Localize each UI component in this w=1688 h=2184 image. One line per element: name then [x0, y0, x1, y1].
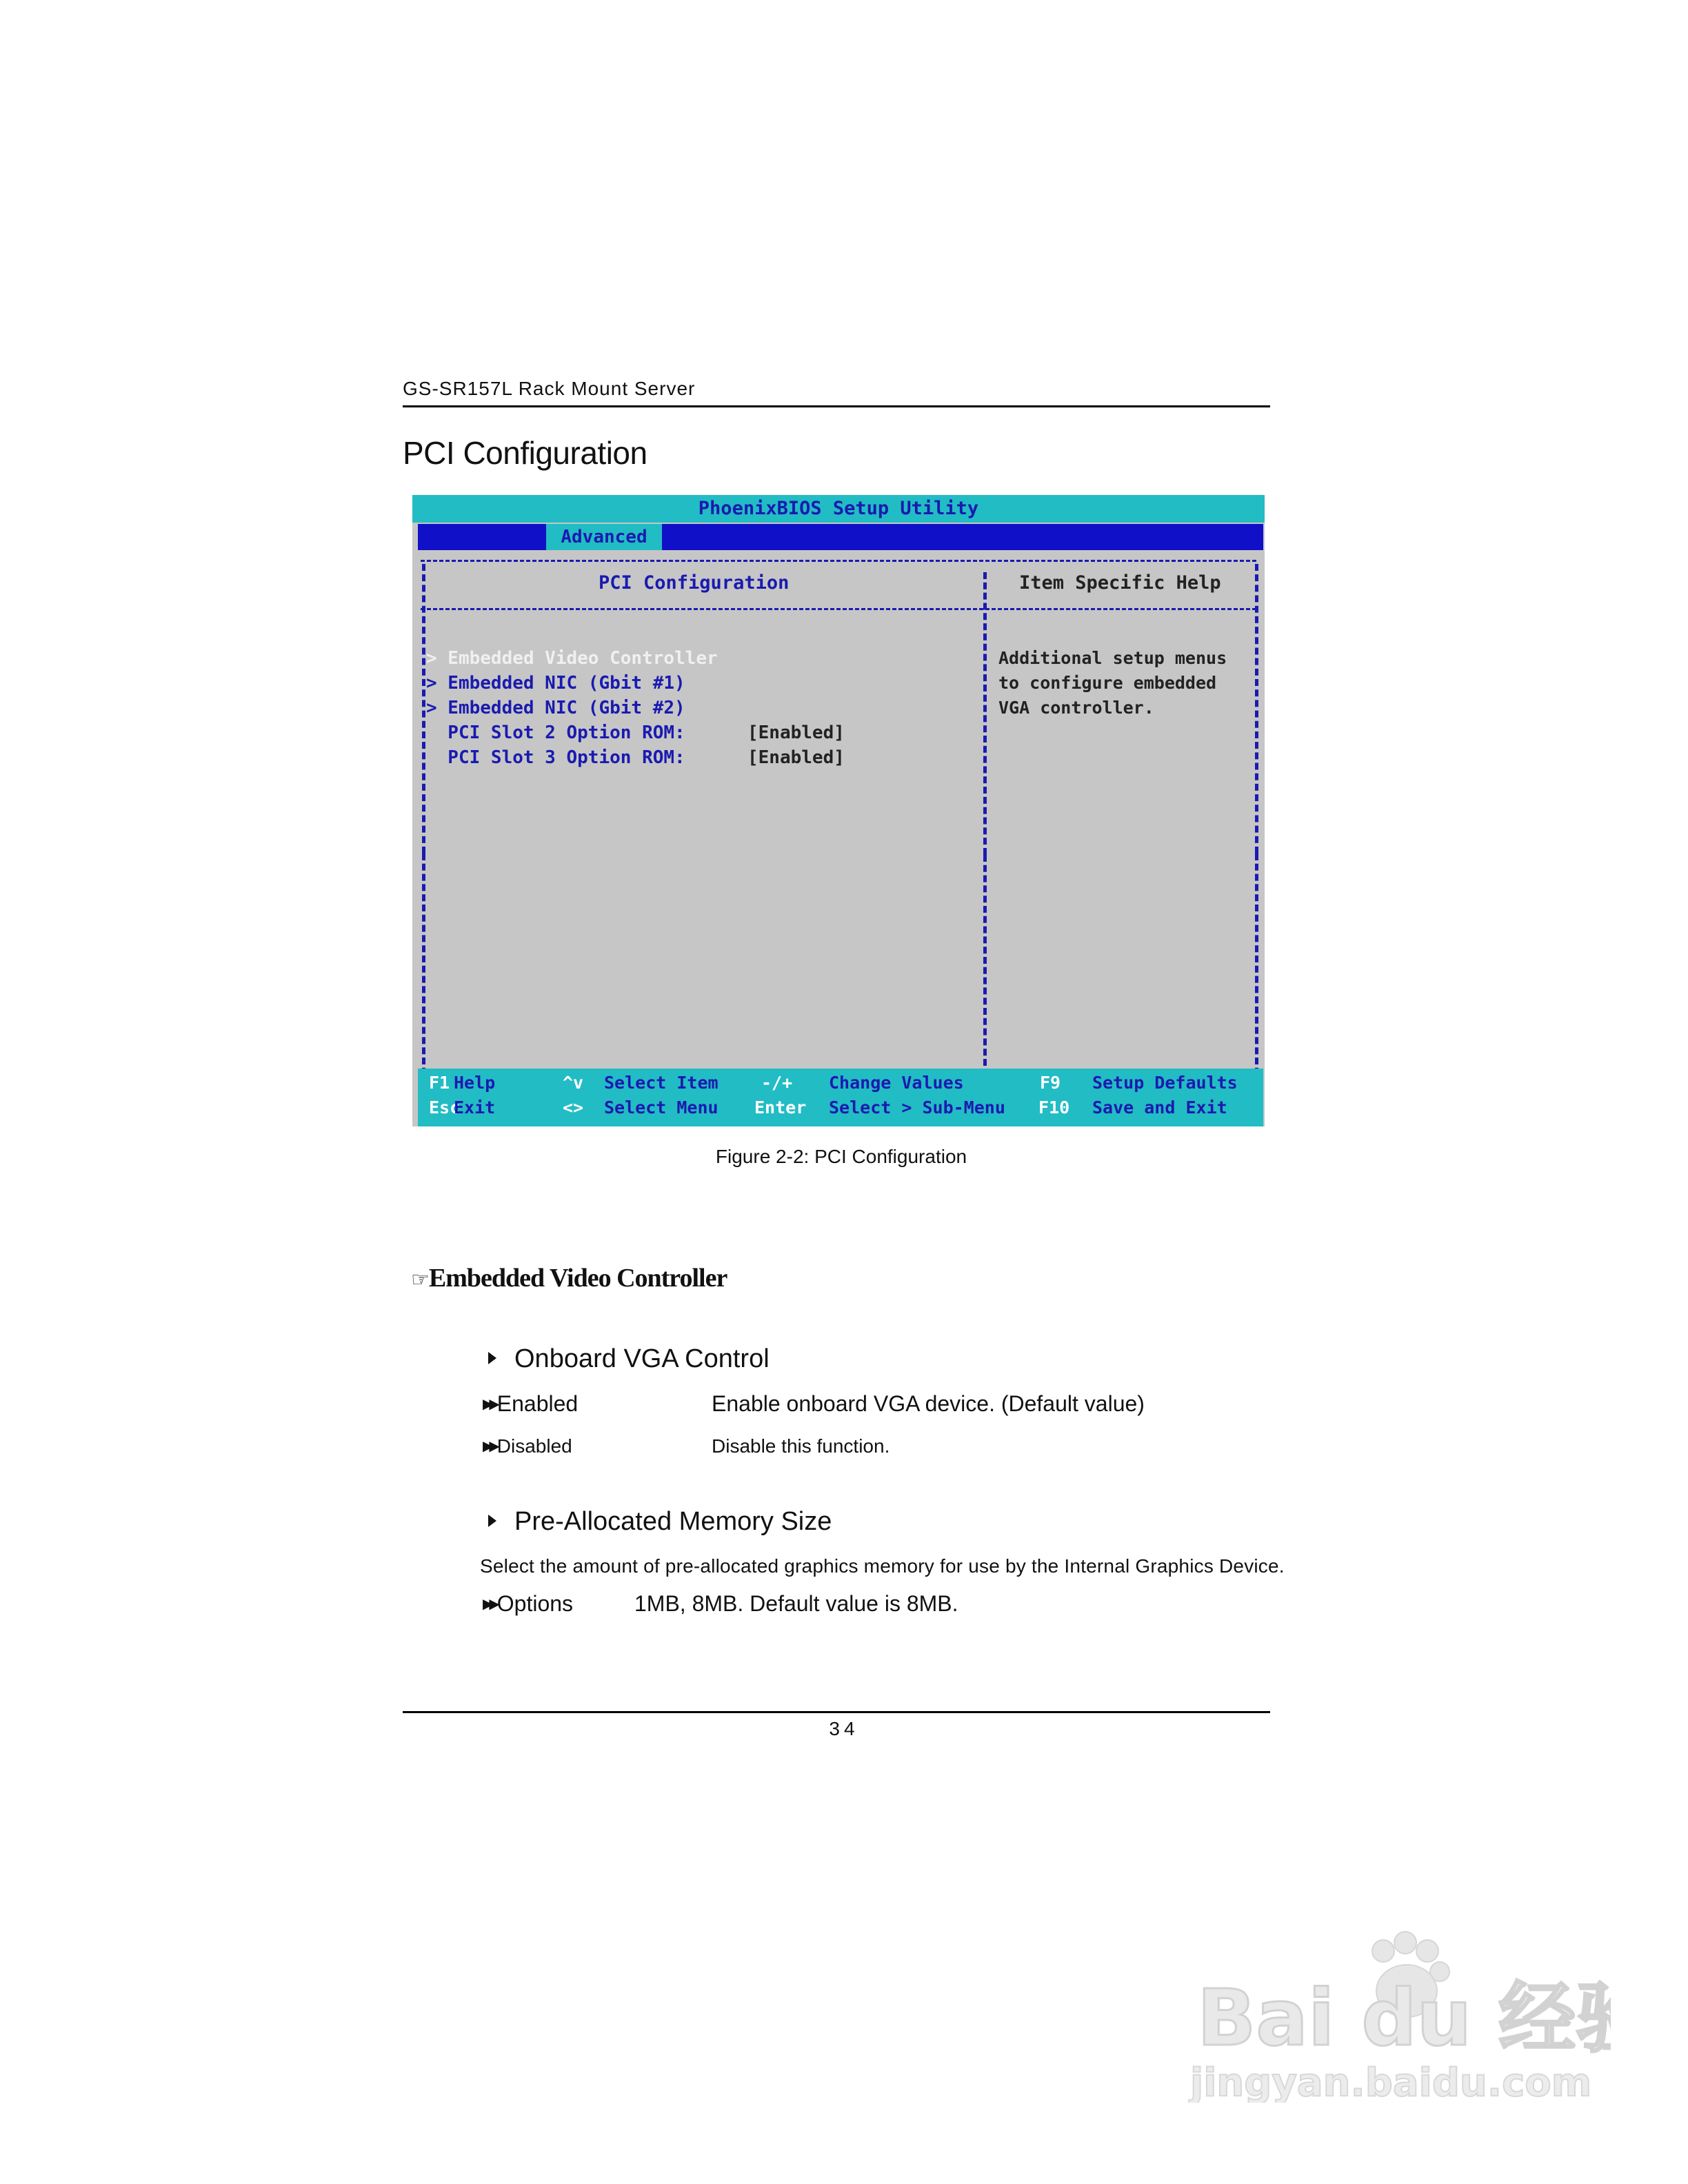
bios-item-embedded-video[interactable]: > Embedded Video Controller [426, 648, 718, 669]
bios-help-line: to configure embedded [998, 673, 1217, 693]
key-f1: F1 [429, 1073, 450, 1093]
section-title: PCI Configuration [403, 435, 647, 471]
page-number: 34 [829, 1718, 859, 1739]
double-arrow-icon: ▶▶ [483, 1439, 496, 1455]
bios-help-line: VGA controller. [998, 698, 1154, 718]
tab-advanced[interactable]: Advanced [546, 524, 662, 550]
bios-menu-bar [418, 524, 1263, 550]
bios-right-border [1255, 564, 1258, 853]
key-desc: Setup Defaults [1092, 1073, 1238, 1093]
bios-top-border [421, 560, 1256, 562]
option-enabled-desc: Enable onboard VGA device. (Default value) [712, 1391, 1145, 1416]
key-f9: F9 [1040, 1073, 1061, 1093]
mem-heading-text: Pre-Allocated Memory Size [514, 1507, 832, 1536]
watermark-url-text: jingyan.baidu.com [1190, 2061, 1592, 2103]
double-arrow-icon: ▶▶ [483, 1397, 496, 1413]
bios-value-pci-slot-3[interactable]: [Enabled] [747, 747, 845, 768]
bios-title-bar: PhoenixBIOS Setup Utility [412, 495, 1265, 523]
bios-screenshot [412, 495, 1265, 1126]
key-esc: Esc [429, 1098, 461, 1118]
option-label: Enabled [496, 1391, 579, 1416]
mem-heading [488, 1507, 832, 1537]
pointing-hand-icon: ☞ [411, 1268, 429, 1292]
footer-rule [403, 1711, 1270, 1713]
option-disabled-desc: Disable this function. [712, 1435, 890, 1457]
key-desc: Select > Sub-Menu [829, 1098, 1005, 1118]
key-desc: Exit [454, 1098, 496, 1118]
running-header: GS-SR157L Rack Mount Server [403, 378, 696, 399]
option-label: Options [496, 1591, 574, 1616]
bios-item-pci-slot-3[interactable]: PCI Slot 3 Option ROM: [426, 747, 685, 768]
bios-value-pci-slot-2[interactable]: [Enabled] [747, 722, 845, 743]
key-desc: Change Values [829, 1073, 964, 1093]
key-desc: Save and Exit [1092, 1098, 1227, 1118]
options-value: 1MB, 8MB. Default value is 8MB. [634, 1591, 958, 1616]
key-f10: F10 [1038, 1098, 1070, 1118]
bios-column-divider [983, 572, 987, 855]
evc-title-text: Embedded Video Controller [428, 1264, 727, 1293]
key-enter: Enter [754, 1098, 807, 1118]
double-arrow-icon: ▶▶ [483, 1597, 496, 1612]
key-desc: Help [454, 1073, 496, 1093]
key-left-right: <> [563, 1098, 584, 1118]
evc-section-title [411, 1263, 727, 1293]
key-desc: Select Item [604, 1073, 719, 1093]
option-disabled [483, 1435, 572, 1457]
mem-description: Select the amount of pre-allocated graphics memory for use by the Internal Graphics Device. [480, 1555, 1285, 1577]
triangle-bullet-icon [488, 1352, 496, 1364]
key-up-down: ^v [563, 1073, 584, 1093]
option-options [483, 1591, 573, 1617]
bios-key-legend [418, 1069, 1263, 1126]
baidu-jingyan-watermark [1183, 1923, 1611, 2103]
header-rule [403, 405, 1270, 407]
bios-title-divider [421, 608, 1256, 610]
vga-heading [488, 1344, 770, 1374]
watermark-logo [1183, 1923, 1611, 2103]
option-enabled [483, 1391, 578, 1417]
bios-help-title: Item Specific Help [1019, 572, 1221, 594]
figure-caption-text: Figure 2-2: PCI Configuration [715, 1146, 967, 1167]
bios-item-pci-slot-2[interactable]: PCI Slot 2 Option ROM: [426, 722, 685, 743]
bios-panel-title: PCI Configuration [599, 572, 790, 594]
key-minus-plus: -/+ [761, 1073, 793, 1093]
triangle-bullet-icon [488, 1515, 496, 1527]
watermark-brand-text: Bai du 经验 [1197, 1974, 1611, 2063]
bios-help-line: Additional setup menus [998, 648, 1227, 668]
bios-item-embedded-nic-1[interactable]: > Embedded NIC (Gbit #1) [426, 673, 685, 694]
bios-item-embedded-nic-2[interactable]: > Embedded NIC (Gbit #2) [426, 698, 685, 718]
key-desc: Select Menu [604, 1098, 719, 1118]
vga-heading-text: Onboard VGA Control [514, 1344, 770, 1373]
option-label: Disabled [496, 1435, 572, 1457]
bios-left-border [422, 564, 425, 853]
figure-caption [0, 1146, 1688, 1168]
